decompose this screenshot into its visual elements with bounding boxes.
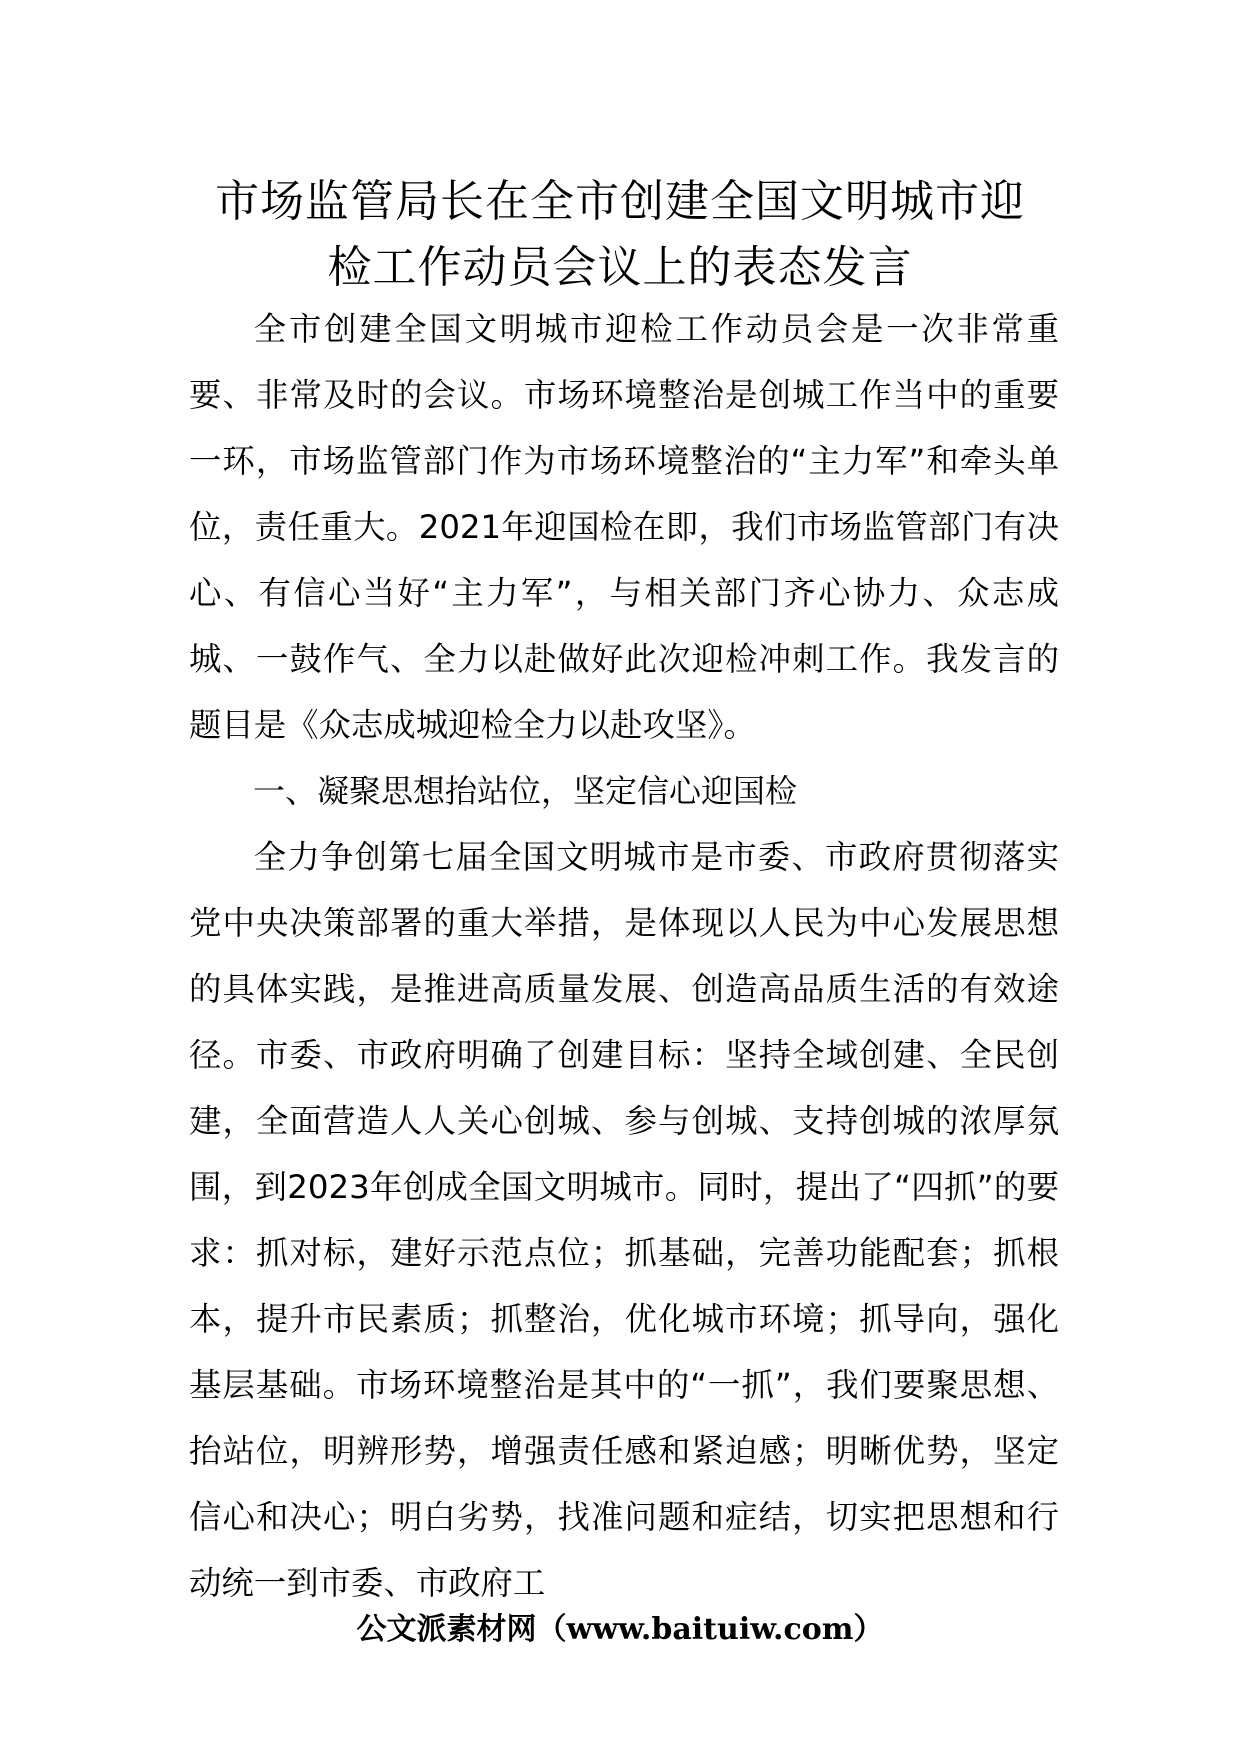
body-paragraph-section-1: 全力争创第七届全国文明城市是市委、市政府贯彻落实党中央决策部署的重大举措，是体现以人民为中心发展思想的具体实践，是推进高质量发展、创造高品质生活的有效途径。市委、市政府明确了创建目标：坚持全域创建、全民创建，全面营造人人关心创城、参与创城、支持创城的浓厚氛围，到2023年创成全国文明城市。同时，提出了“四抓”的要求：抓对标，建好示范点位；抓基础，完善功能配套；抓根本，提升市民素质；抓整治，优化城市环境；抓导向，强化基层基础。市场环境整治是其中的“一抓”，我们要聚思想、抬站位，明辨形势，增强责任感和紧迫感；明晰优势，坚定信心和决心；明白劣势，找准问题和症结，切实把思想和行动统一到市委、市政府工 <box>189 838 1059 1602</box>
section-heading-1: 一、凝聚思想抬站位，坚定信心迎国检 <box>253 772 798 810</box>
document-title-line-2: 检工作动员会议上的表态发言 <box>327 242 913 293</box>
body-paragraph-intro: 全市创建全国文明城市迎检工作动员会是一次非常重要、非常及时的会议。市场环境整治是创城工作当中的重要一环，市场监管部门作为市场环境整治的“主力军”和牵头单位，责任重大。2021年迎国检在即，我们市场监管部门有决心、有信心当好“主力军”，与相关部门齐心协力、众志成城、一鼓作气、全力以赴做好此次迎检冲刺工作。我发言的题目是《众志成城迎检全力以赴攻坚》。 <box>189 310 1059 744</box>
document-title-line-1: 市场监管局长在全市创建全国文明城市迎 <box>215 176 1025 227</box>
page-footer-watermark: 公文派素材网（www.baituiw.com） <box>356 1612 884 1647</box>
